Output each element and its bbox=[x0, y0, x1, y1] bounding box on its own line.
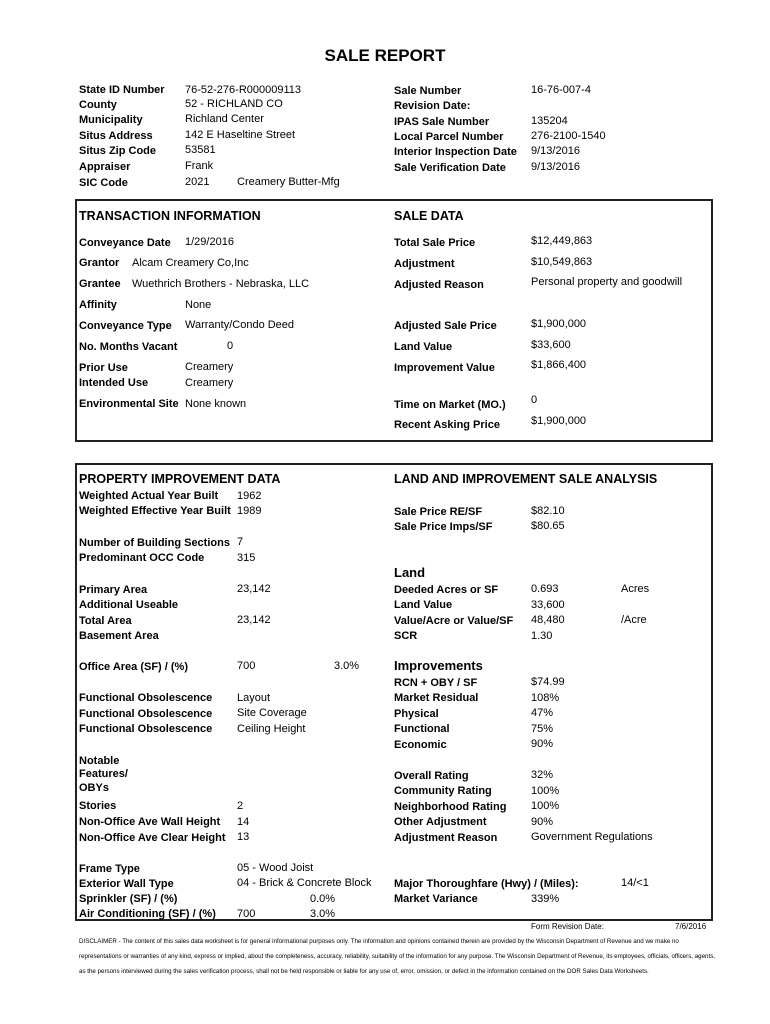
sale-number-label: Sale Number bbox=[394, 85, 462, 97]
sale-number-value: 16-76-007-4 bbox=[531, 84, 591, 96]
sale-price-imps-value: $80.65 bbox=[531, 520, 565, 532]
adjustment-label: Adjustment bbox=[394, 258, 455, 270]
land-value-value: $33,600 bbox=[531, 339, 571, 351]
func-obs-2-value: Site Coverage bbox=[237, 707, 307, 719]
rcn-label: RCN + OBY / SF bbox=[394, 677, 478, 689]
community-rating-value: 100% bbox=[531, 785, 560, 797]
deeded-acres-value: 0.693 bbox=[531, 583, 559, 595]
sale-verification-label: Sale Verification Date bbox=[394, 162, 506, 174]
conveyance-date-value: 1/29/2016 bbox=[185, 236, 234, 248]
air-conditioning-pct: 3.0% bbox=[310, 908, 336, 920]
sale-price-imps-label: Sale Price Imps/SF bbox=[394, 521, 493, 533]
overall-rating-label: Overall Rating bbox=[394, 770, 469, 782]
total-sale-price-label: Total Sale Price bbox=[394, 237, 476, 249]
year-built-value: 1962 bbox=[237, 490, 262, 502]
notable-label-2: Features/ bbox=[79, 768, 128, 780]
revision-date-label: Revision Date: bbox=[394, 100, 471, 112]
func-obs-3-label: Functional Obsolescence bbox=[79, 723, 213, 735]
sale-price-re-value: $82.10 bbox=[531, 505, 565, 517]
municipality-label: Municipality bbox=[79, 114, 143, 126]
sprinkler-label: Sprinkler (SF) / (%) bbox=[79, 893, 178, 905]
value-per-acre-value: 48,480 bbox=[531, 614, 565, 626]
conveyance-type-value: Warranty/Condo Deed bbox=[185, 319, 295, 331]
air-conditioning-label: Air Conditioning (SF) / (%) bbox=[79, 908, 216, 920]
land-subheading: Land bbox=[394, 565, 426, 580]
county-value: 52 - RICHLAND CO bbox=[185, 98, 283, 110]
office-area-pct: 3.0% bbox=[334, 660, 360, 672]
intended-use-value: Creamery bbox=[185, 377, 234, 389]
recent-asking-price-label: Recent Asking Price bbox=[394, 419, 500, 431]
conveyance-date-label: Conveyance Date bbox=[79, 237, 171, 249]
appraiser-value: Frank bbox=[185, 160, 214, 172]
primary-area-value: 23,142 bbox=[237, 583, 271, 595]
local-parcel-label: Local Parcel Number bbox=[394, 131, 504, 143]
affinity-value: None bbox=[185, 299, 212, 311]
total-sale-price-value: $12,449,863 bbox=[531, 235, 593, 247]
economic-label: Economic bbox=[394, 739, 447, 751]
office-area-value: 700 bbox=[237, 660, 256, 672]
clear-height-label: Non-Office Ave Clear Height bbox=[79, 832, 226, 844]
grantor-label: Grantor bbox=[79, 257, 120, 269]
air-conditioning-value: 700 bbox=[237, 908, 256, 920]
neighborhood-rating-label: Neighborhood Rating bbox=[394, 801, 507, 813]
affinity-label: Affinity bbox=[79, 299, 117, 311]
prior-use-label: Prior Use bbox=[79, 362, 128, 374]
notable-label-1: Notable bbox=[79, 755, 120, 767]
property-heading: PROPERTY IMPROVEMENT DATA bbox=[79, 472, 281, 486]
eff-year-built-value: 1989 bbox=[237, 505, 262, 517]
year-built-label: Weighted Actual Year Built bbox=[79, 490, 219, 502]
func-obs-2-label: Functional Obsolescence bbox=[79, 708, 213, 720]
grantee-label: Grantee bbox=[79, 278, 121, 290]
adjustment-value: $10,549,863 bbox=[531, 256, 593, 268]
frame-type-value: 05 - Wood Joist bbox=[237, 862, 314, 874]
situs-zip-value: 53581 bbox=[185, 144, 216, 156]
economic-value: 90% bbox=[531, 738, 554, 750]
notable-label-3: OBYs bbox=[79, 782, 109, 794]
total-area-value: 23,142 bbox=[237, 614, 271, 626]
months-vacant-label: No. Months Vacant bbox=[79, 341, 178, 353]
other-adjustment-value: 90% bbox=[531, 816, 554, 828]
improvement-value-label: Improvement Value bbox=[394, 362, 495, 374]
state-id-value: 76-52-276-R000009113 bbox=[185, 84, 301, 96]
sprinkler-pct: 0.0% bbox=[310, 893, 336, 905]
wall-height-value: 14 bbox=[237, 816, 250, 828]
stories-label: Stories bbox=[79, 800, 117, 812]
rcn-value: $74.99 bbox=[531, 676, 565, 688]
interior-inspection-value: 9/13/2016 bbox=[531, 145, 580, 157]
scr-label: SCR bbox=[394, 630, 418, 642]
office-area-label: Office Area (SF) / (%) bbox=[79, 661, 188, 673]
neighborhood-rating-value: 100% bbox=[531, 800, 560, 812]
improvement-value-value: $1,866,400 bbox=[531, 359, 587, 371]
interior-inspection-label: Interior Inspection Date bbox=[394, 146, 517, 158]
adjustment-reason-value: Government Regulations bbox=[531, 831, 653, 843]
market-residual-label: Market Residual bbox=[394, 692, 479, 704]
additional-useable-label: Additional Useable bbox=[79, 599, 179, 611]
months-vacant-value: 0 bbox=[227, 340, 234, 352]
grantee-value: Wuethrich Brothers - Nebraska, LLC bbox=[132, 278, 310, 290]
physical-label: Physical bbox=[394, 708, 439, 720]
functional-label: Functional bbox=[394, 723, 450, 735]
ipas-sale-number-value: 135204 bbox=[531, 115, 568, 127]
ipas-sale-number-label: IPAS Sale Number bbox=[394, 116, 490, 128]
func-obs-1-value: Layout bbox=[237, 692, 271, 704]
grantor-value: Alcam Creamery Co,Inc bbox=[132, 257, 249, 269]
transaction-heading: TRANSACTION INFORMATION bbox=[79, 209, 261, 223]
appraiser-label: Appraiser bbox=[79, 161, 131, 173]
func-obs-3-value: Ceiling Height bbox=[237, 723, 306, 735]
functional-value: 75% bbox=[531, 723, 554, 735]
form-revision-date: 7/6/2016 bbox=[675, 922, 707, 931]
adjusted-reason-value: Personal property and goodwill bbox=[531, 276, 683, 288]
clear-height-value: 13 bbox=[237, 831, 250, 843]
time-on-market-label: Time on Market (MO.) bbox=[394, 399, 506, 411]
adjusted-reason-label: Adjusted Reason bbox=[394, 279, 484, 291]
exterior-wall-label: Exterior Wall Type bbox=[79, 878, 174, 890]
sic-code-value: 2021 bbox=[185, 176, 210, 188]
frame-type-label: Frame Type bbox=[79, 863, 140, 875]
recent-asking-price-value: $1,900,000 bbox=[531, 415, 587, 427]
other-adjustment-label: Other Adjustment bbox=[394, 816, 487, 828]
building-sections-label: Number of Building Sections bbox=[79, 537, 230, 549]
prior-use-value: Creamery bbox=[185, 361, 234, 373]
situs-address-value: 142 E Haseltine Street bbox=[185, 129, 296, 141]
physical-value: 47% bbox=[531, 707, 554, 719]
building-sections-value: 7 bbox=[237, 536, 244, 548]
sale-data-heading: SALE DATA bbox=[394, 209, 464, 223]
scr-value: 1.30 bbox=[531, 630, 553, 642]
sic-code-description: Creamery Butter-Mfg bbox=[237, 176, 340, 188]
form-revision-label: Form Revision Date: bbox=[531, 922, 604, 931]
page-title: SALE REPORT bbox=[324, 46, 446, 65]
intended-use-label: Intended Use bbox=[79, 377, 149, 389]
sale-price-re-label: Sale Price RE/SF bbox=[394, 506, 483, 518]
county-label: County bbox=[79, 99, 117, 111]
municipality-value: Richland Center bbox=[185, 113, 264, 125]
adjustment-reason-label: Adjustment Reason bbox=[394, 832, 498, 844]
exterior-wall-value: 04 - Brick & Concrete Block bbox=[237, 877, 372, 889]
analysis-heading: LAND AND IMPROVEMENT SALE ANALYSIS bbox=[394, 472, 658, 486]
deeded-acres-unit: Acres bbox=[621, 583, 650, 595]
land-value-label: Land Value bbox=[394, 341, 453, 353]
community-rating-label: Community Rating bbox=[394, 785, 492, 797]
sic-code-label: SIC Code bbox=[79, 177, 128, 189]
occ-code-value: 315 bbox=[237, 552, 256, 564]
overall-rating-value: 32% bbox=[531, 769, 554, 781]
sale-verification-value: 9/13/2016 bbox=[531, 161, 580, 173]
adjusted-sale-price-value: $1,900,000 bbox=[531, 318, 587, 330]
deeded-acres-label: Deeded Acres or SF bbox=[394, 584, 499, 596]
stories-value: 2 bbox=[237, 800, 244, 812]
environmental-site-value: None known bbox=[185, 398, 247, 410]
situs-zip-label: Situs Zip Code bbox=[79, 145, 156, 157]
disclaimer: DISCLAIMER - The content of this sales data worksheet is for general informational purposes only. The information and opinions contained therein are provided by the Wisconsin Department of Revenue and we make no representations or warranties of any kind, express or implied, about the completeness, accuracy, reliability, suitability of the information for any purpose. The Wisconsin Department of Revenue, its employees, officials, officers, agents, as the persons interviewed during the sales verification process, shall not be held responsible or liable for any use of, error, omission, or defect in the information contained on the DOR Sales Data Worksheets. bbox=[79, 938, 716, 975]
market-variance-value: 339% bbox=[531, 893, 560, 905]
local-parcel-value: 276-2100-1540 bbox=[531, 130, 606, 142]
market-variance-label: Market Variance bbox=[394, 893, 478, 905]
environmental-site-label: Environmental Site bbox=[79, 398, 179, 410]
basement-area-label: Basement Area bbox=[79, 630, 159, 642]
eff-year-built-label: Weighted Effective Year Built bbox=[79, 505, 231, 517]
conveyance-type-label: Conveyance Type bbox=[79, 320, 172, 332]
wall-height-label: Non-Office Ave Wall Height bbox=[79, 816, 221, 828]
primary-area-label: Primary Area bbox=[79, 584, 148, 596]
time-on-market-value: 0 bbox=[531, 394, 538, 406]
analysis-land-value-label: Land Value bbox=[394, 599, 453, 611]
thoroughfare-value: 14/<1 bbox=[621, 877, 649, 889]
improvements-subheading: Improvements bbox=[394, 658, 483, 673]
thoroughfare-label: Major Thoroughfare (Hwy) / (Miles): bbox=[394, 878, 579, 890]
value-per-acre-label: Value/Acre or Value/SF bbox=[394, 615, 514, 627]
situs-address-label: Situs Address bbox=[79, 130, 153, 142]
market-residual-value: 108% bbox=[531, 692, 560, 704]
adjusted-sale-price-label: Adjusted Sale Price bbox=[394, 320, 497, 332]
occ-code-label: Predominant OCC Code bbox=[79, 552, 205, 564]
value-per-acre-unit: /Acre bbox=[621, 614, 647, 626]
total-area-label: Total Area bbox=[79, 615, 132, 627]
func-obs-1-label: Functional Obsolescence bbox=[79, 692, 213, 704]
state-id-label: State ID Number bbox=[79, 84, 165, 96]
analysis-land-value-value: 33,600 bbox=[531, 599, 565, 611]
